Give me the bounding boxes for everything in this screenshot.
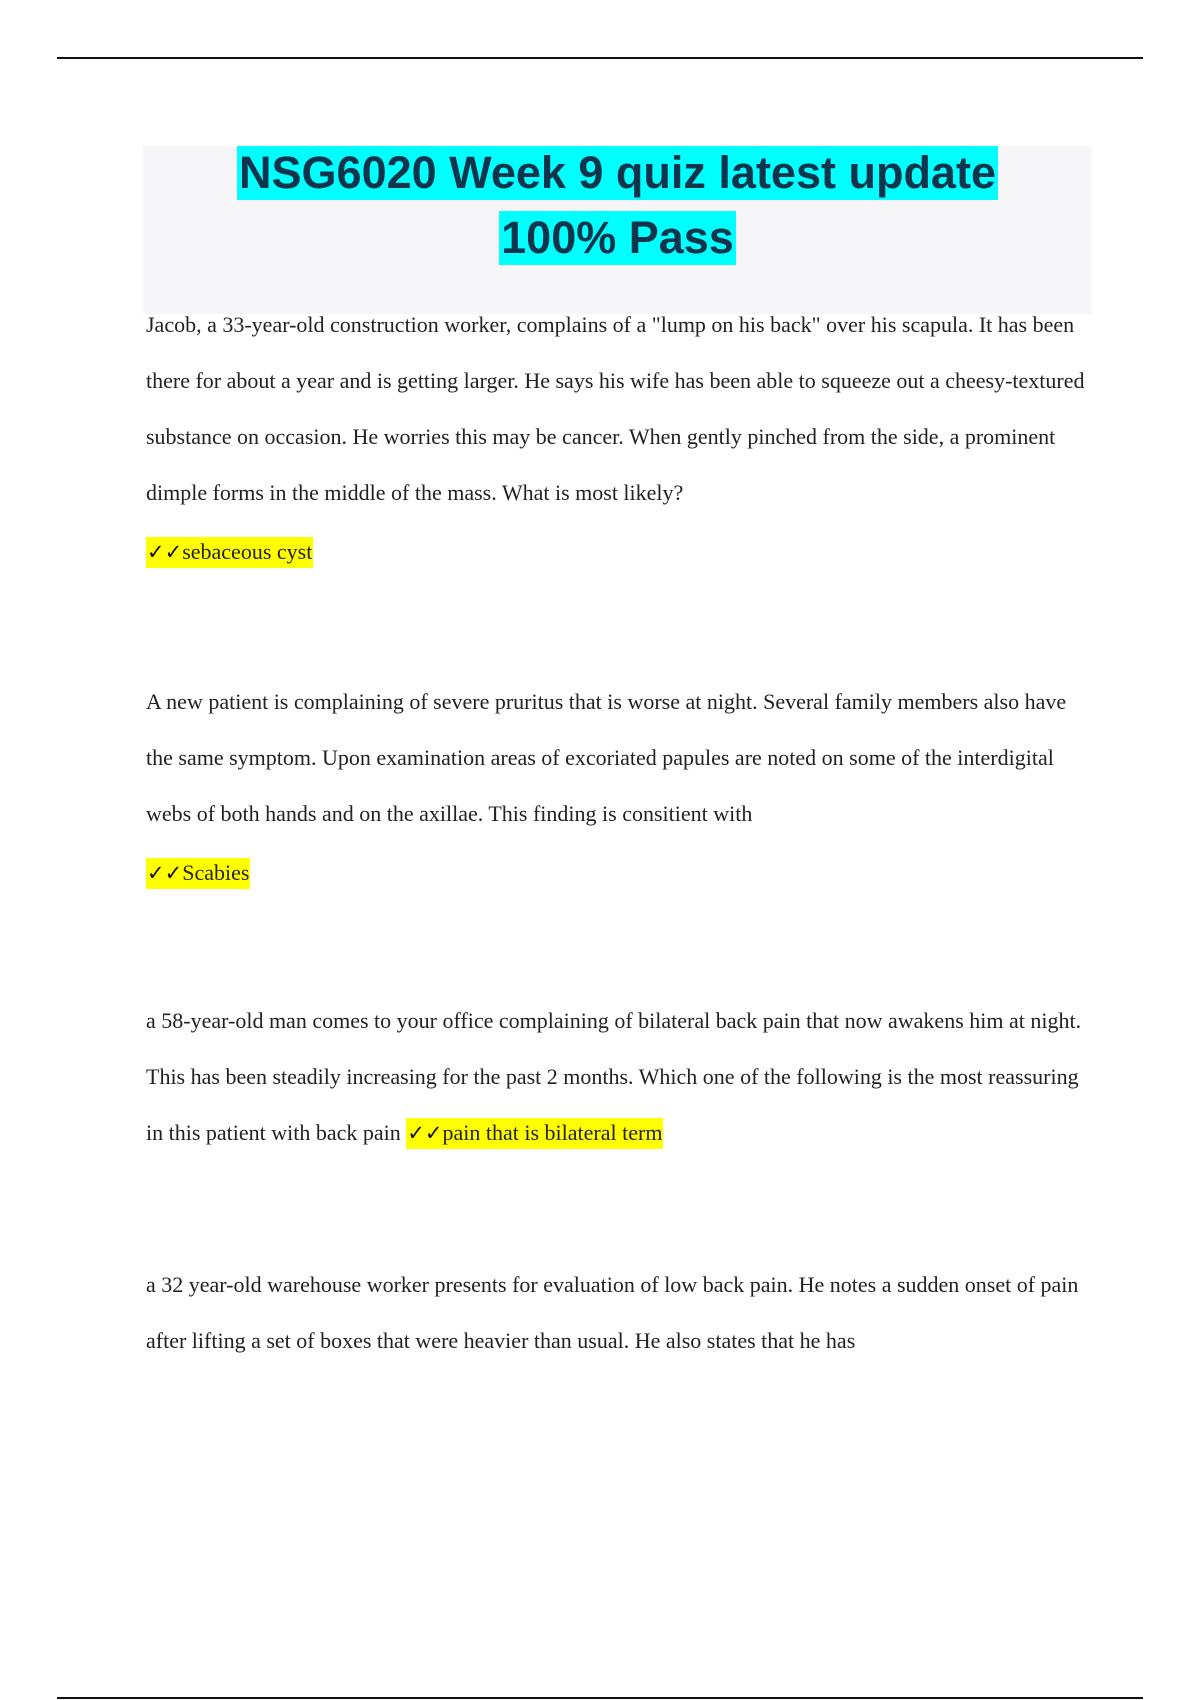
- title-box: [143, 146, 1092, 314]
- question-1-answer: [146, 537, 313, 568]
- question-2-text: A new patient is complaining of severe pruritus that is worse at night. Several family members also have the same symptom. Upon examination areas of excoriated papules are noted on some of the interdigital webs of both hands and on the axillae. This finding is consitient with: [146, 689, 1067, 826]
- question-2-answer-line: [146, 858, 250, 888]
- question-2-answer: [146, 858, 250, 889]
- question-2-answer-text: Scabies: [182, 860, 250, 885]
- bottom-rule: [57, 1697, 1143, 1699]
- question-3-answer: [406, 1118, 663, 1149]
- document-title-line1: NSG6020 Week 9 quiz latest update: [239, 147, 996, 198]
- question-1-answer-text: sebaceous cyst: [182, 539, 313, 564]
- question-4-text: a 32 year-old warehouse worker presents for evaluation of low back pain. He notes a sudden onset of pain after lifting a set of boxes that were heavier than usual. He also states that he has: [146, 1272, 1079, 1353]
- double-check-icon: ✓✓: [147, 861, 183, 885]
- question-3-question: a 58-year-old man comes to your office complaining of bilateral back pain that now awakens him at night. This has been steadily increasing for the past 2 months. Which one of the following is the most reassuring in this patient with back pain: [146, 1008, 1082, 1145]
- document-title-line2: 100% Pass: [501, 212, 734, 263]
- question-1-text: Jacob, a 33-year-old construction worker, complains of a "lump on his back" over his scapula. It has been there for about a year and is getting larger. He says his wife has been able to squeeze out a cheesy-textured substance on occasion. He worries this may be cancer. When gently pinched from the side, a prominent dimple forms in the middle of the mass. What is most likely?: [146, 312, 1085, 505]
- question-1-answer-line: [146, 537, 313, 567]
- question-3-text: [146, 993, 1091, 1161]
- double-check-icon: ✓✓: [147, 540, 183, 564]
- double-check-icon: ✓✓: [407, 1121, 443, 1145]
- question-3-answer-text: pain that is bilateral term: [442, 1120, 663, 1145]
- top-rule: [57, 57, 1143, 59]
